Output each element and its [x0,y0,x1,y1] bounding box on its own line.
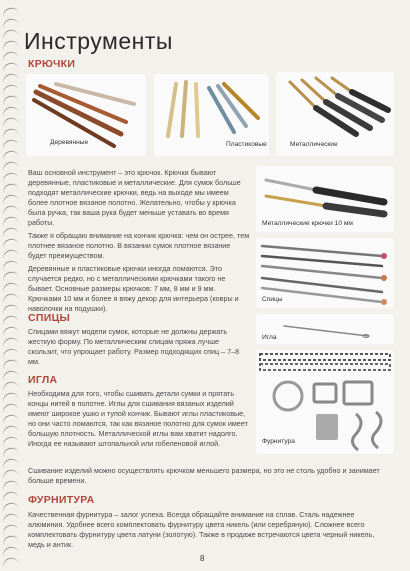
spiral-ring [1,479,19,492]
caption-metal: Металлические [290,141,338,148]
section-heading-hooks: КРЮЧКИ [28,58,76,70]
spiral-ring [1,314,19,327]
spiral-ring [1,402,19,415]
caption-plastic: Пластиковые [226,141,267,148]
hardware-paragraph: Качественная фурнитура – залог успеха. Всегда обращайте внимание на сплав. Сталь надежнее алюминия. Удобнее всего комплектовать фурнитуру цвета никель (или серебряную). Сложнее всего комплектовать фурнитуру цвета латуни (золотую). Также в продаже встречаются цвета черный никель, медь и антик. [28,510,375,549]
needles-text [28,327,250,370]
spiral-ring [1,380,19,393]
hardware-text [28,510,390,553]
spiral-ring [1,193,19,206]
spiral-ring [1,94,19,107]
spiral-ring [1,523,19,536]
hooks-paragraph: Деревянные и пластиковые крючки иногда ломаются. Это случается редко, но с металлическими крючками такого не бывает. Основные размеры крючков: 7 мм, 8 мм и 9 мм. Крючками 10 мм и более я вяжу декор для интерьера (ковры и наволочки на подушки). [28,264,239,313]
spiral-ring [1,237,19,250]
spiral-ring [1,391,19,404]
spiral-ring [1,490,19,503]
spiral-ring [1,105,19,118]
spiral-ring [1,248,19,261]
spiral-ring [1,369,19,382]
spiral-ring [1,116,19,129]
spiral-ring [1,281,19,294]
spiral-ring [1,149,19,162]
needle-text-2 [28,466,390,489]
spiral-ring [1,446,19,459]
spiral-ring [1,204,19,217]
page-number: 8 [200,554,205,563]
section-heading-needle: ИГЛА [28,374,58,386]
caption-knitting-needles: Спицы [262,296,283,303]
caption-metal-hooks-10mm: Металлические крючки 10 мм [262,220,353,227]
caption-needle: Игла [262,334,277,341]
section-heading-hardware: ФУРНИТУРА [28,494,95,506]
spiral-ring [1,39,19,52]
caption-wooden: Деревянные [50,139,89,146]
section-heading-needles: СПИЦЫ [28,312,71,324]
spiral-ring [1,138,19,151]
spiral-ring [1,501,19,514]
spiral-ring [1,171,19,184]
spiral-ring [1,226,19,239]
spiral-ring [1,83,19,96]
hooks-paragraph: Также я обращаю внимание на кончик крючка: чем он острее, тем плотнее вязаное полотно. В вязании сумок плотное вязание будет преимуществом. [28,231,250,260]
spiral-ring [1,6,19,19]
spiral-ring [1,424,19,437]
spiral-ring [1,303,19,316]
spiral-ring [1,545,19,558]
spiral-ring [1,358,19,371]
page-title: Инструменты [24,28,173,54]
spiral-ring [1,72,19,85]
spiral-ring [1,347,19,360]
spiral-ring [1,17,19,30]
spiral-ring [1,435,19,448]
spiral-ring [1,336,19,349]
needle-paragraph: Необходима для того, чтобы сшивать детали сумки и прятать концы нитей в полотне. Иглы для сшивания вязаных изделий имеют широкое ушко и тупой кончик. Бывают иглы пластиковые, но они часто ломаются, так как вязаное полотно для сумок имеет большую плотность. Металлической иглы вам хватит надолго. Иногда ее называют штопальной или гобеленовой иглой. [28,389,248,448]
spiral-binding [0,0,22,571]
needle-text [28,389,250,452]
spiral-ring [1,457,19,470]
spiral-ring [1,127,19,140]
spiral-ring [1,413,19,426]
spiral-ring [1,50,19,63]
spiral-ring [1,215,19,228]
spiral-ring [1,292,19,305]
spiral-ring [1,468,19,481]
spiral-ring [1,556,19,569]
needle-paragraph: Сшивание изделий можно осуществлять крючком меньшего размера, но это не столь удобно и занимает больше времени. [28,466,380,485]
spiral-ring [1,61,19,74]
caption-hardware: Фурнитура [262,438,295,445]
spiral-ring [1,325,19,338]
spiral-ring [1,270,19,283]
spiral-ring [1,534,19,547]
spiral-ring [1,28,19,41]
needles-paragraph: Спицами вяжут модели сумок, которые не должны держать жесткую форму. По металлическим спицам пряжа лучше скользит, что упрощает работу. Размер подходящих спиц – 7–8 мм. [28,327,240,366]
hooks-text [28,168,250,317]
spiral-ring [1,259,19,272]
spiral-ring [1,182,19,195]
hooks-paragraph: Ваш основной инструмент – это крючок. Крючки бывают деревянные, пластиковые и металлические. Для сумок больше подходят металлические крючки, ведь на выходе мы имеем более плотное вязаное полотно. Желательно, чтобы у крючка была ручка, так ваша рука будет меньше уставать во время работы. [28,168,241,227]
spiral-ring [1,512,19,525]
spiral-ring [1,160,19,173]
